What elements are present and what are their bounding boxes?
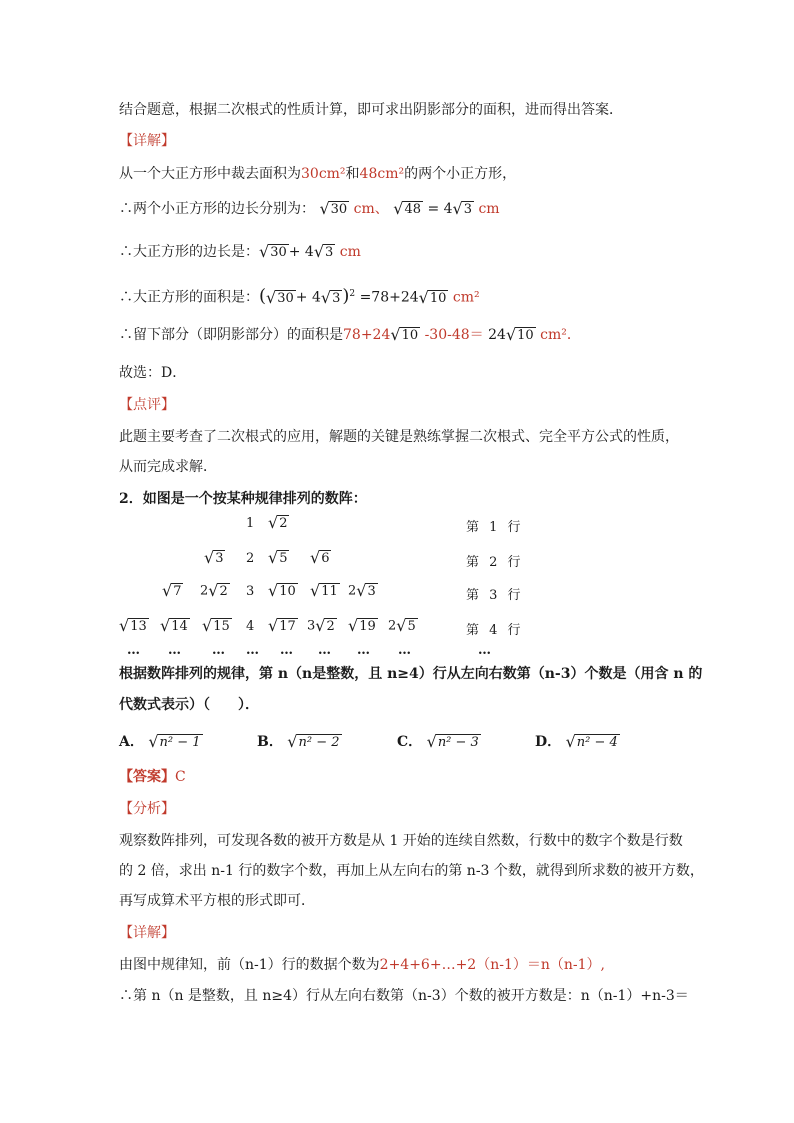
text: 从一个大正方形中裁去面积为 [119, 166, 301, 182]
answer-row [119, 767, 186, 787]
ellipsis: … [398, 643, 412, 658]
analysis-line-2: 的 2 倍，求出 n-1 行的数字个数，再加上从左向右的第 n-3 个数，就得到所求数的被开方数， [119, 863, 704, 879]
detail-line-1 [119, 164, 516, 184]
row-label: 第 1 行 [466, 520, 524, 535]
question-stem-1: 根据数阵排列的规律，第 n（n是整数，且 n≥4）行从左向右数第（n-3）个数是（用含 n 的 [119, 666, 703, 682]
matrix-cell: 3 [246, 584, 255, 599]
detail-line-5 [119, 325, 581, 345]
ellipsis: … [357, 643, 371, 658]
text: = 4 [427, 201, 453, 217]
detail-2-line-1 [119, 955, 605, 975]
text: + 4 [295, 289, 321, 306]
matrix-cell: 2 [246, 551, 255, 566]
matrix-cell: √ 11 [310, 581, 338, 600]
matrix-cell: √ 3 [204, 548, 224, 567]
detail-2-line-2: ∴第 n（n 是整数，且 n≥4）行从左向右数第（n-3）个数的被开方数是：n（n-1）+n-3＝ [119, 988, 689, 1004]
matrix-cell: 4 [246, 619, 255, 634]
matrix-cell: √ 17 [268, 616, 296, 635]
area-value: 48cm² [359, 166, 405, 182]
matrix-cell: 3 √ 2 [307, 616, 335, 635]
ellipsis: … [246, 643, 260, 658]
sqrt-expr: √ 30 [259, 242, 287, 261]
matrix-cell: √ 6 [310, 548, 330, 567]
text: 和 [345, 166, 360, 182]
unit: cm [478, 201, 500, 217]
sqrt-expr: √ 10 [505, 325, 534, 344]
sqrt-expr: √ 3 [313, 242, 334, 261]
row-label: 第 2 行 [466, 555, 524, 570]
value: 24 [488, 327, 506, 343]
detail-line-3 [119, 242, 361, 262]
matrix-cell: √ 5 [268, 548, 288, 567]
text: ∴留下部分（即阴影部分）的面积是 [119, 327, 343, 343]
analysis-line-1: 观察数阵排列，可发现各数的被开方数是从 1 开始的连续自然数，行数中的数字个数是行数 [119, 833, 683, 849]
answer-value: C [175, 769, 186, 785]
value: 78+24 [343, 327, 391, 343]
text: 的两个小正方形， [404, 166, 517, 182]
unit: cm²． [540, 327, 581, 343]
analysis-heading: 【分析】 [119, 801, 175, 817]
answer-heading: 【答案】 [119, 769, 175, 785]
matrix-cell: √ 19 [348, 616, 376, 635]
matrix-cell: √ 14 [160, 616, 188, 635]
option-b[interactable]: B． √ n² − 2 [257, 732, 340, 751]
exponent: 2 [349, 289, 356, 299]
sqrt-expr: √ 3 [452, 199, 473, 218]
sqrt-expr: √ 3 [320, 287, 341, 307]
matrix-cell: √ 2 [268, 513, 288, 532]
option-d[interactable]: D． √ n² − 4 [535, 732, 618, 751]
unit: cm、 [353, 201, 389, 217]
ellipsis: … [127, 643, 141, 658]
value: -30-48＝ [424, 327, 484, 343]
row-label: 第 3 行 [466, 588, 524, 603]
ellipsis: … [168, 643, 182, 658]
text: =78+24 [359, 289, 419, 306]
answer-line: 故选：D． [119, 365, 187, 381]
matrix-cell: √ 15 [202, 616, 230, 635]
text: 由图中规律知，前（n-1）行的数据个数为 [119, 957, 380, 973]
row-label: 第 4 行 [466, 623, 524, 638]
matrix-cell: √ 7 [162, 581, 182, 600]
unit: cm [339, 244, 361, 260]
text: ∴大正方形的边长是： [119, 244, 259, 260]
sqrt-expr: √ 10 [418, 287, 447, 307]
matrix-cell: √ 13 [119, 616, 147, 635]
intro-text: 结合题意，根据二次根式的性质计算，即可求出阴影部分的面积，进而得出答案． [119, 102, 623, 118]
comment-heading: 【点评】 [119, 397, 175, 413]
detail-line-4 [119, 284, 480, 308]
matrix-cell: 1 [246, 516, 255, 531]
sqrt-expr: √ 10 [390, 325, 419, 344]
question-2-title: 2．如图是一个按某种规律排列的数阵： [119, 491, 367, 507]
ellipsis: … [212, 643, 226, 658]
area-value: 30cm² [301, 166, 346, 182]
question-stem-2: 代数式表示）（ ）． [119, 697, 259, 713]
paren: ( [259, 285, 267, 307]
matrix-cell: 2 √ 2 [200, 581, 228, 600]
analysis-line-3: 再写成算术平方根的形式即可． [119, 893, 315, 909]
sqrt-expr: √ 30 [266, 287, 294, 307]
comment-line-1: 此题主要考查了二次根式的应用，解题的关键是熟练掌握二次根式、完全平方公式的性质， [119, 429, 679, 445]
ellipsis: … [478, 643, 492, 658]
ellipsis: … [280, 643, 294, 658]
unit: cm² [452, 289, 480, 306]
formula: 2+4+6+…+2（n-1）＝n（n-1）, [379, 957, 605, 973]
detail-heading: 【详解】 [119, 133, 175, 149]
text: + 4 [288, 244, 314, 260]
ellipsis: … [318, 643, 332, 658]
detail-heading-2: 【详解】 [119, 925, 175, 941]
paren: ) [342, 285, 350, 307]
text: ∴两个小正方形的边长分别为： [119, 201, 315, 217]
sqrt-expr: √ 30 [319, 199, 348, 218]
matrix-cell: 2 √ 3 [348, 581, 376, 600]
detail-line-2 [119, 199, 500, 219]
matrix-cell: √ 10 [268, 581, 296, 600]
matrix-cell: 2 √ 5 [388, 616, 416, 635]
option-c[interactable]: C． √ n² − 3 [397, 732, 479, 751]
option-a[interactable]: A． √ n² − 1 [119, 732, 201, 751]
text: ∴大正方形的面积是： [119, 289, 259, 306]
sqrt-expr: √ 48 [393, 199, 421, 218]
comment-line-2: 从而完成求解． [119, 459, 217, 475]
